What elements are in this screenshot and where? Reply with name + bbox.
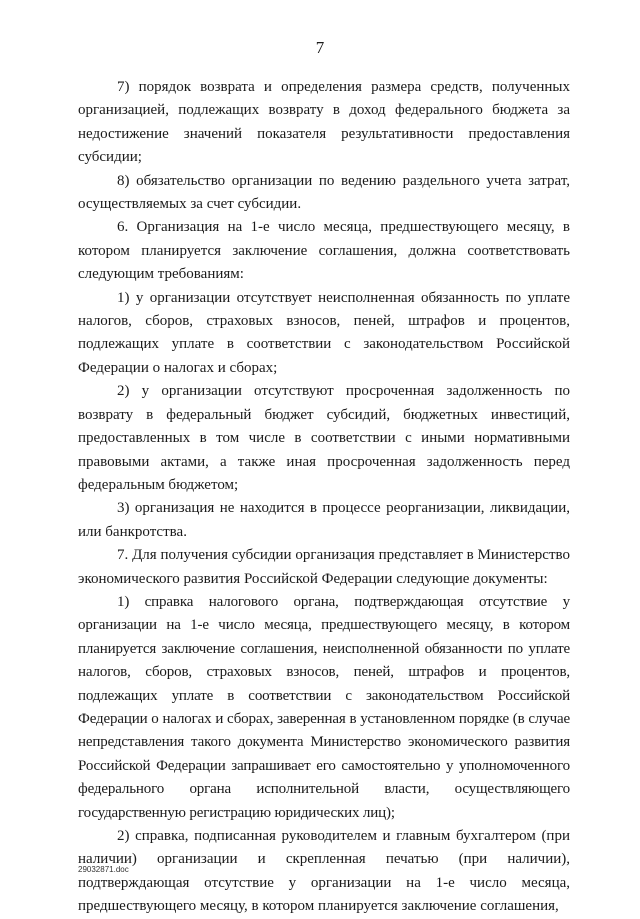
paragraph-requirement-1: 1) у организации отсутствует неисполненная обязанность по уплате налогов, сборов, страховых взносов, пеней, штрафов и процентов, подлежащих уплате в соответствии с законодательством Российской Федерации о налогах и сборах; — [78, 289, 570, 376]
paragraph-clause-7: 7. Для получения субсидии организация представляет в Министерство экономического развития Российской Федерации следующие документы: — [78, 547, 570, 587]
paragraph-clause-6: 6. Организация на 1-е число месяца, предшествующего месяцу, в котором планируется заключение соглашения, должна соответствовать следующим требованиям: — [78, 219, 570, 283]
document-body — [78, 76, 570, 919]
page-number: 7 — [315, 38, 325, 57]
paragraph-requirement-2: 2) у организации отсутствуют просроченная задолженность по возврату в федеральный бюджет субсидий, бюджетных инвестиций, предоставленных в том числе в соответствии с иными нормативными правовыми актами, а также иная просроченная задолженность перед федеральным бюджетом; — [78, 383, 570, 493]
paragraph-item-7: 7) порядок возврата и определения размера средств, полученных организацией, подлежащих возврату в доход федерального бюджета за недостижение значений показателя результативности предоставления субсидии; — [78, 79, 570, 166]
footer-filename: 29032871.doc — [78, 865, 129, 874]
paragraph-requirement-3: 3) организация не находится в процессе реорганизации, ликвидации, или банкротства. — [78, 500, 570, 540]
paragraph-document-1: 1) справка налогового органа, подтверждающая отсутствие у организации на 1-е число месяца, предшествующего месяцу, в котором планируется заключение соглашения, неисполненной обязанности по уплате налогов, сборов, страховых взносов, пеней, штрафов и процентов, подлежащих уплате в соответствии с законодательством Российской Федерации о налогах и сборах, заверенная в установленном порядке (в случае непредставления такого документа Министерство экономического развития Российской Федерации запрашивает его самостоятельно у уполномоченного федерального органа исполнительной власти, осуществляющего государственную регистрацию юридических лиц); — [78, 593, 570, 821]
paragraph-item-8: 8) обязательство организации по ведению раздельного учета затрат, осуществляемых за счет субсидии. — [78, 172, 570, 213]
paragraph-document-2: 2) справка, подписанная руководителем и главным бухгалтером (при наличии) организации и скрепленная печатью (при наличии), подтверждающая отсутствие у организации на 1-е число месяца, предшествующего месяцу, в котором планируется заключение соглашения, — [78, 828, 570, 915]
